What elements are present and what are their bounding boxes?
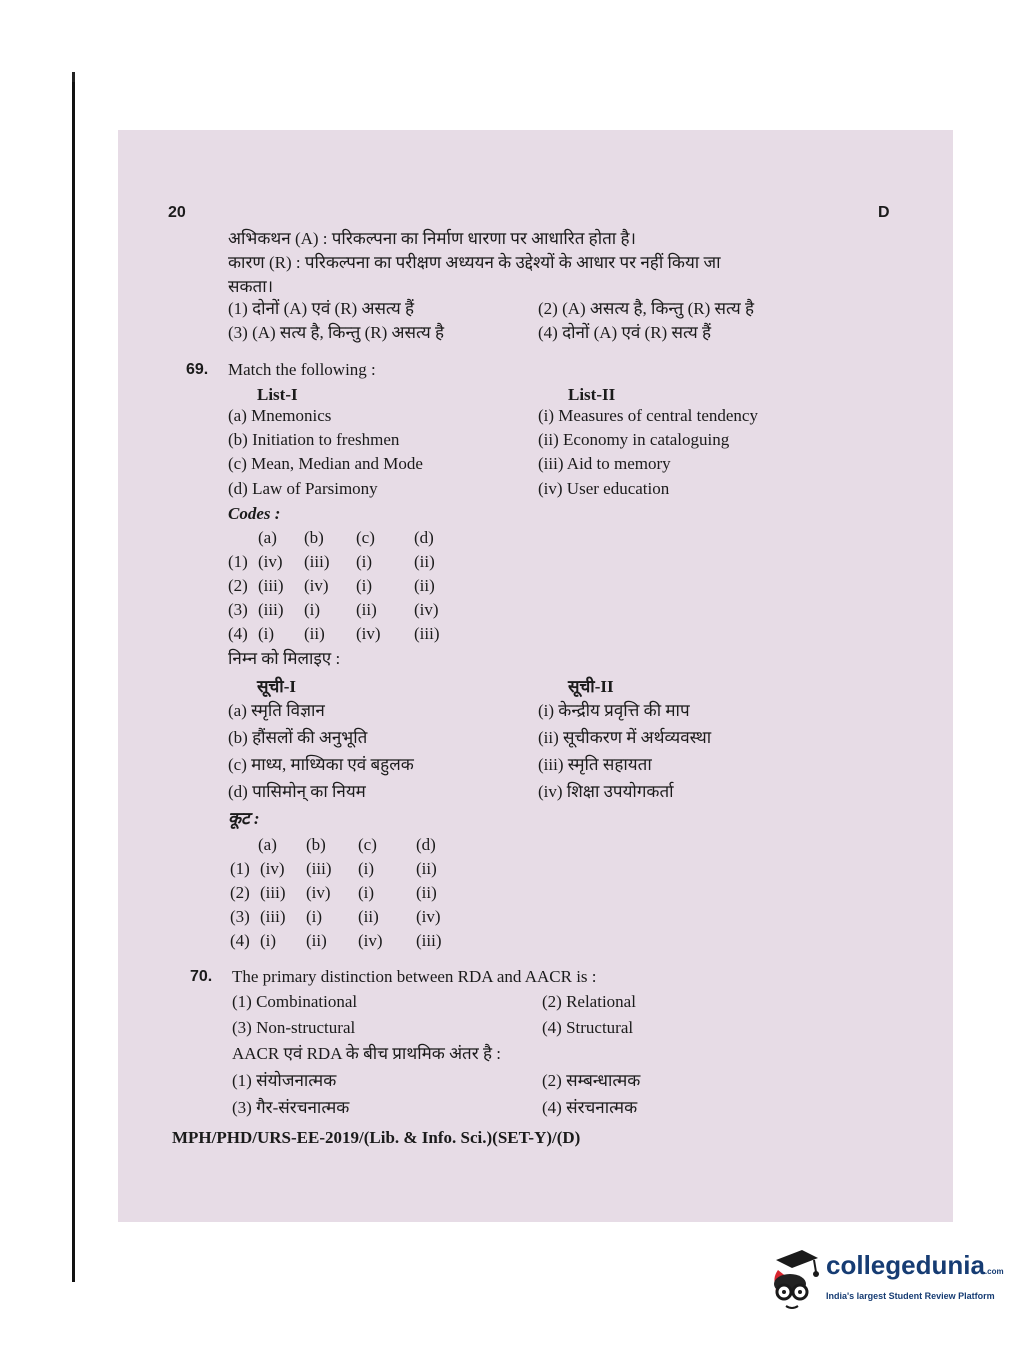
hindi-codes-header: (c) (358, 835, 377, 854)
hindi-code-cell: (ii) (306, 931, 327, 950)
hindi-code-cell: (iv) (358, 931, 383, 950)
hindi-question-stem: AACR एवं RDA के बीच प्राथमिक अंतर है : (232, 1044, 501, 1063)
list1-item: (b) Initiation to freshmen (228, 430, 400, 449)
option-2: (2) (A) असत्य है, किन्तु (R) सत्य है (538, 299, 755, 318)
codes-header: (d) (414, 528, 434, 547)
hindi-code-cell: (ii) (358, 907, 379, 926)
hindi-list1-item: (a) स्मृति विज्ञान (228, 701, 325, 720)
codes-header: (b) (304, 528, 324, 547)
list2-item: (iv) User education (538, 479, 670, 498)
hindi-code-cell: (ii) (416, 883, 437, 902)
code-cell: (iii) (304, 552, 330, 571)
code-cell: (i) (356, 552, 373, 571)
question-number: 69. (186, 361, 209, 378)
list1-item: (a) Mnemonics (228, 406, 332, 425)
hindi-list2-item: (ii) सूचीकरण में अर्थव्यवस्था (538, 728, 712, 747)
code-cell: (iii) (258, 600, 284, 619)
list1-heading: List-I (257, 385, 298, 404)
codes-header: (a) (258, 528, 277, 547)
list2-item: (iii) Aid to memory (538, 454, 671, 473)
brand-tagline: India's largest Student Review Platform (826, 1291, 995, 1301)
hindi-stem: निम्न को मिलाइए : (228, 649, 341, 668)
option-2: (2) Relational (542, 992, 636, 1011)
code-cell: (3) (228, 600, 248, 619)
hindi-codes-header: (d) (416, 835, 436, 854)
code-cell: (iii) (258, 576, 284, 595)
option-1: (1) दोनों (A) एवं (R) असत्य हैं (228, 299, 415, 318)
hindi-code-cell: (iii) (260, 907, 286, 926)
option-4: (4) Structural (542, 1018, 634, 1037)
hindi-code-cell: (iv) (416, 907, 441, 926)
list1-item: (c) Mean, Median and Mode (228, 454, 423, 473)
list2-item: (ii) Economy in cataloguing (538, 430, 730, 449)
list1-item: (d) Law of Parsimony (228, 479, 378, 498)
code-cell: (i) (356, 576, 373, 595)
paper-code-footer: MPH/PHD/URS-EE-2019/(Lib. & Info. Sci.)(SET-Y)/(D) (172, 1128, 581, 1147)
code-cell: (1) (228, 552, 248, 571)
hindi-code-cell: (iv) (260, 859, 285, 878)
hindi-code-cell: (iii) (306, 859, 332, 878)
hindi-code-cell: (iii) (416, 931, 442, 950)
code-cell: (iv) (258, 552, 283, 571)
code-cell: (ii) (414, 576, 435, 595)
option-1: (1) Combinational (232, 992, 358, 1011)
hindi-codes-header: (a) (258, 835, 277, 854)
hindi-code-cell: (1) (230, 859, 250, 878)
brand-name: collegedunia.com (826, 1250, 1004, 1280)
code-cell: (iv) (304, 576, 329, 595)
scan-edge-mark (72, 72, 75, 82)
code-cell: (4) (228, 624, 248, 643)
option-3: (3) Non-structural (232, 1018, 356, 1037)
question-stem: Match the following : (228, 360, 376, 379)
set-label: D (878, 204, 890, 221)
hindi-list2-item: (i) केन्द्रीय प्रवृत्ति की माप (538, 701, 690, 720)
code-cell: (iii) (414, 624, 440, 643)
code-cell: (iv) (414, 600, 439, 619)
hindi-list1-item: (c) माध्य, माध्यिका एवं बहुलक (228, 755, 414, 774)
hindi-list1-item: (b) हौंसलों की अनुभूति (228, 728, 368, 747)
hindi-code-cell: (iii) (260, 883, 286, 902)
list2-item: (i) Measures of central tendency (538, 406, 758, 425)
code-cell: (iv) (356, 624, 381, 643)
list2-heading: List-II (568, 385, 616, 404)
hindi-list2-item: (iv) शिक्षा उपयोगकर्ता (538, 782, 674, 801)
hindi-list2-heading: सूची-II (568, 677, 614, 696)
reason-text-line2: सकता। (228, 277, 274, 296)
hindi-option-1: (1) संयोजनात्मक (232, 1071, 337, 1090)
code-cell: (i) (304, 600, 321, 619)
hindi-code-cell: (iv) (306, 883, 331, 902)
hindi-code-cell: (i) (306, 907, 323, 926)
mascot-icon (768, 1248, 824, 1318)
hindi-option-4: (4) संरचनात्मक (542, 1098, 638, 1117)
hindi-list2-item: (iii) स्मृति सहायता (538, 755, 652, 774)
option-3: (3) (A) सत्य है, किन्तु (R) असत्य है (228, 323, 445, 342)
hindi-code-cell: (4) (230, 931, 250, 950)
hindi-option-3: (3) गैर-संरचनात्मक (232, 1098, 350, 1117)
page-number: 20 (168, 204, 186, 221)
hindi-codes-label: कूट : (228, 809, 260, 828)
code-cell: (i) (258, 624, 275, 643)
collegedunia-logo (768, 1248, 1004, 1318)
codes-label: Codes : (228, 504, 281, 523)
question-number: 70. (190, 968, 213, 985)
hindi-codes-header: (b) (306, 835, 326, 854)
hindi-code-cell: (i) (358, 859, 375, 878)
code-cell: (ii) (304, 624, 325, 643)
code-cell: (2) (228, 576, 248, 595)
scan-edge-line (72, 82, 75, 1282)
hindi-list1-item: (d) पासिमोन् का नियम (228, 782, 366, 801)
hindi-code-cell: (2) (230, 883, 250, 902)
code-cell: (ii) (414, 552, 435, 571)
codes-header: (c) (356, 528, 375, 547)
hindi-code-cell: (i) (260, 931, 277, 950)
hindi-option-2: (2) सम्बन्धात्मक (542, 1071, 641, 1090)
hindi-code-cell: (3) (230, 907, 250, 926)
hindi-code-cell: (ii) (416, 859, 437, 878)
hindi-list1-heading: सूची-I (257, 677, 296, 696)
assertion-text: अभिकथन (A) : परिकल्पना का निर्माण धारणा पर आधारित होता है। (228, 229, 636, 248)
hindi-code-cell: (i) (358, 883, 375, 902)
option-4: (4) दोनों (A) एवं (R) सत्य हैं (538, 323, 712, 342)
question-stem: The primary distinction between RDA and AACR is : (232, 967, 597, 986)
code-cell: (ii) (356, 600, 377, 619)
reason-text-line1: कारण (R) : परिकल्पना का परीक्षण अध्ययन के उद्देश्यों के आधार पर नहीं किया जा (228, 253, 721, 272)
